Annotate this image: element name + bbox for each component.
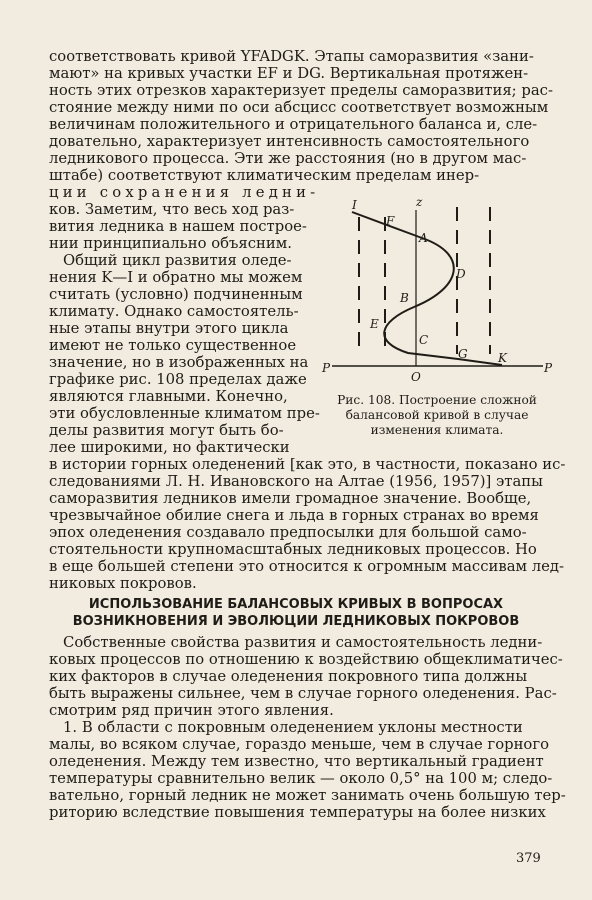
text-line: в истории горных оледенений [как это, в частности, показано ис-: [49, 456, 566, 473]
label-p-right: P: [544, 361, 553, 375]
label-p-left: P: [322, 361, 331, 375]
text-line: малы, во всяком случае, гораздо меньше, чем в случае горного: [49, 736, 550, 753]
text-line: ность этих отрезков характеризует пределы саморазвития; рас-: [49, 82, 553, 99]
label-f: F: [386, 214, 395, 228]
label-z: z: [416, 195, 423, 209]
text-line: довательно, характеризует интенсивность самостоятельного: [49, 133, 530, 150]
text-line: ледникового процесса. Эти же расстояния (но в другом мас-: [49, 150, 527, 167]
text-line: нии принципиально объясним.: [49, 235, 292, 252]
text-line: эти обусловленные климатом пре-: [49, 405, 320, 422]
text-line: значение, но в изображенных на: [49, 354, 309, 371]
label-e: E: [370, 317, 379, 331]
text-line: считать (условно) подчиненным: [49, 286, 303, 303]
section-heading: ВОЗНИКНОВЕНИЯ И ЭВОЛЮЦИИ ЛЕДНИКОВЫХ ПОКРОВОВ: [72, 614, 520, 629]
text-line: риторию вследствие повышения температуры на более низких: [49, 804, 546, 821]
text-line: величинам положительного и отрицательного баланса и, сле-: [49, 116, 538, 133]
text-line: температуры сравнительно велик — около 0,5° на 100 м; следо-: [49, 770, 553, 787]
text-line: 1. В области с покровным оледенением уклоны местности: [63, 719, 523, 736]
text-line: следованиями Л. Н. Ивановского на Алтае (1956, 1957)] этапы: [49, 473, 543, 490]
text-line: делы развития могут быть бо-: [49, 422, 284, 439]
text-line: вития ледника в нашем построе-: [49, 218, 307, 235]
text-line: ковых процессов по отношению к воздействию общеклиматичес-: [49, 651, 563, 668]
text-line: имеют не только существенное: [49, 337, 297, 354]
figure-caption: Рис. 108. Построение сложной: [337, 393, 537, 407]
text-line: саморазвития ледников имели громадное значение. Вообще,: [49, 490, 532, 507]
figure-caption: балансовой кривой в случае: [345, 408, 529, 422]
text-line: климату. Однако самостоятель-: [49, 303, 299, 320]
text-line: штабе) соответствуют климатическим пределам инер-: [49, 167, 480, 184]
label-i: I: [352, 198, 357, 212]
section-heading: ИСПОЛЬЗОВАНИЕ БАЛАНСОВЫХ КРИВЫХ В ВОПРОСАХ: [88, 597, 504, 612]
text-line: никовых покровов.: [49, 575, 197, 592]
page-number: 379: [516, 851, 541, 866]
text-line: ков. Заметим, что весь ход раз-: [49, 201, 295, 218]
text-line: эпох оледенения создавало предпосылки для большой само-: [49, 524, 527, 541]
dashed-limit-lines: [359, 207, 490, 354]
label-a: A: [419, 231, 428, 245]
text-line: лее широкими, но фактически: [49, 439, 290, 456]
text-line: ции сохранения ледни-: [49, 184, 320, 201]
label-c: C: [419, 333, 429, 347]
text-line: ких факторов в случае оледенения покровного типа должны: [49, 668, 528, 685]
label-b: B: [400, 291, 409, 305]
text-line: стоятельности крупномасштабных ледниковых процессов. Но: [49, 541, 537, 558]
text-line: вательно, горный ледник не может занимать очень большую тер-: [49, 787, 566, 804]
label-g: G: [458, 347, 468, 361]
text-line: чрезвычайное обилие снега и льда в горных странах во время: [49, 507, 539, 524]
text-line: оледенения. Между тем известно, что вертикальный градиент: [49, 753, 544, 770]
text-line: графике рис. 108 пределах даже: [49, 371, 307, 388]
text-line: соответствовать кривой YFADGK. Этапы саморазвития «зани-: [49, 48, 534, 65]
text-line: Собственные свойства развития и самостоятельность ледни-: [63, 634, 543, 651]
text-line: ные этапы внутри этого цикла: [49, 320, 289, 337]
figure-caption: изменения климата.: [370, 423, 504, 437]
text-line: быть выражены сильнее, чем в случае горного оледенения. Рас-: [49, 685, 557, 702]
text-line: стояние между ними по оси абсцисс соответствует возможным: [49, 99, 549, 116]
text-line: в еще большей степени это относится к огромным массивам лед-: [49, 558, 565, 575]
text-line: являются главными. Конечно,: [49, 388, 288, 405]
label-d: D: [456, 267, 466, 281]
text-line: нения K—I и обратно мы можем: [49, 269, 303, 286]
text-line: мают» на кривых участки EF и DG. Вертикальная протяжен-: [49, 65, 529, 82]
text-line: смотрим ряд причин этого явления.: [49, 702, 334, 719]
text-line: Общий цикл развития оледе-: [63, 252, 292, 269]
label-k: K: [498, 351, 507, 365]
label-o: O: [411, 370, 421, 382]
balance-curve-figure: [318, 192, 558, 382]
